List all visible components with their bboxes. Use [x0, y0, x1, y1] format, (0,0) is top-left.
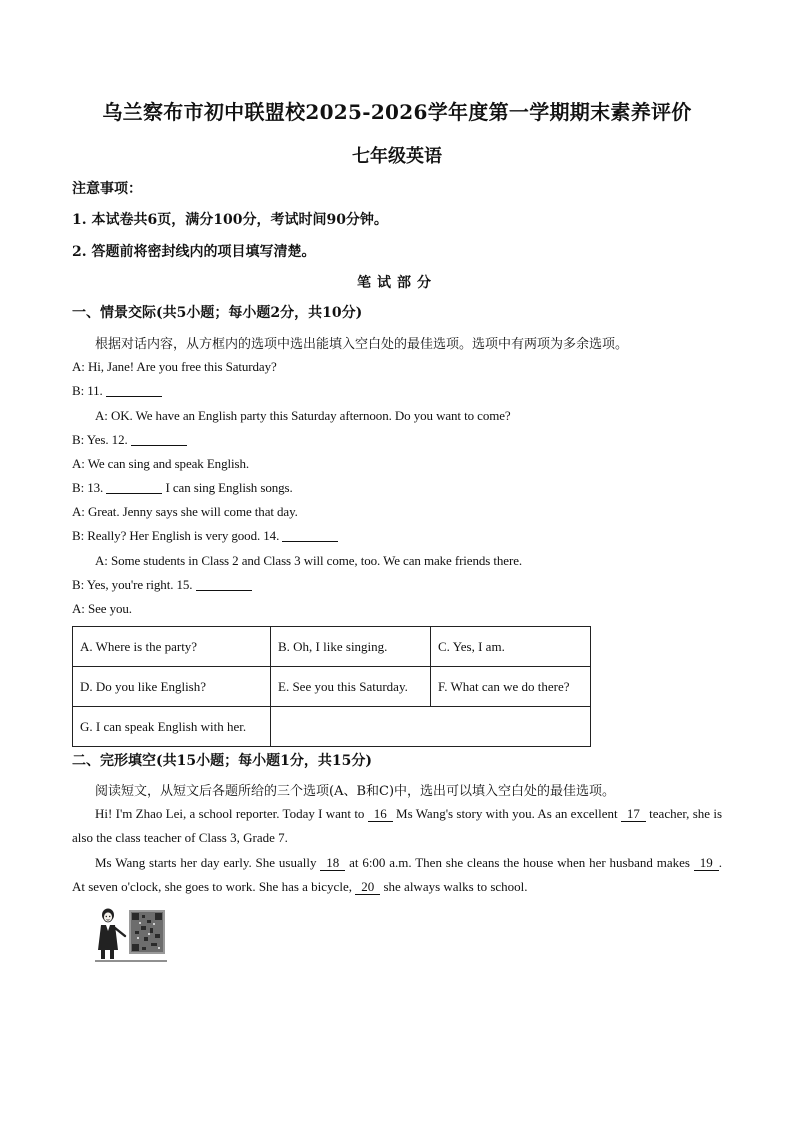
answer-blank-12[interactable]	[131, 433, 187, 446]
answer-blank-11[interactable]	[106, 384, 162, 397]
passage-paragraph-1: Hi! I'm Zhao Lei, a school reporter. Today I want to 16 Ms Wang's story with you. As an excellent 17 teacher, she is also the class teacher of Class 3, Grade 7.	[72, 806, 723, 845]
section2-instruction: 阅读短文，从短文后各题所给的三个选项(A、B和C)中，选出可以填入空白处的最佳选项。	[95, 784, 616, 799]
part-title: 笔试部分	[357, 275, 437, 291]
cloze-blank-17[interactable]: 17	[621, 807, 646, 822]
cloze-blank-20[interactable]: 20	[355, 880, 380, 895]
option-f: F. What can we do there?	[431, 667, 591, 707]
notes-item-2: 2. 答题前将密封线内的项目填写清楚。	[72, 244, 316, 260]
section2-heading: 二、完形填空(共15小题；每小题1分，共15分)	[72, 753, 372, 769]
dialogue-line: A: Great. Jenny says she will come that day.	[72, 504, 298, 519]
section1-instruction: 根据对话内容，从方框内的选项中选出能填入空白处的最佳选项。选项中有两项为多余选项。	[95, 337, 629, 352]
dialogue-line: A: Some students in Class 2 and Class 3 will come, too. We can make friends there.	[95, 553, 523, 568]
option-d: D. Do you like English?	[73, 667, 271, 707]
dialogue-line: B: 11.	[72, 383, 162, 399]
options-table	[72, 626, 591, 747]
notes-item-1: 1. 本试卷共6页，满分100分，考试时间90分钟。	[72, 212, 388, 228]
dialogue-line: B: Yes, you're right. 15.	[72, 577, 252, 593]
teacher-qr-icon	[95, 906, 167, 962]
answer-blank-14[interactable]	[282, 529, 338, 542]
passage-paragraph-2: Ms Wang starts her day early. She usually 18 at 6:00 a.m. Then she cleans the house when her husband makes 19 . At seven o'clock, she goes to work. She has a bicycle, 20 she always walks to school.	[72, 855, 722, 894]
page-subtitle: 七年级英语	[352, 146, 442, 167]
cloze-blank-18[interactable]: 18	[320, 856, 345, 871]
dialogue-line: A: See you.	[72, 601, 132, 616]
dialogue-line: B: Yes. 12.	[72, 432, 187, 448]
cloze-blank-16[interactable]: 16	[368, 807, 393, 822]
option-a: A. Where is the party?	[73, 627, 271, 667]
dialogue-line: A: OK. We have an English party this Saturday afternoon. Do you want to come?	[95, 408, 511, 423]
option-b: B. Oh, I like singing.	[271, 627, 431, 667]
cloze-blank-19[interactable]: 19	[694, 856, 719, 871]
option-g: G. I can speak English with her.	[73, 707, 271, 747]
dialogue-line: A: Hi, Jane! Are you free this Saturday?	[72, 359, 277, 374]
page-title: 乌兰察布市初中联盟校2025-2026学年度第一学期期末素养评价	[102, 100, 692, 124]
dialogue-line: A: We can sing and speak English.	[72, 456, 250, 471]
dialogue-line: B: 13. I can sing English songs.	[72, 480, 293, 495]
option-empty-cell	[271, 707, 591, 747]
dialogue-line: B: Really? Her English is very good. 14.	[72, 528, 338, 544]
option-c: C. Yes, I am.	[431, 627, 591, 667]
section1-heading: 一、情景交际(共5小题；每小题2分，共10分)	[72, 305, 363, 321]
option-e: E. See you this Saturday.	[271, 667, 431, 707]
answer-blank-13[interactable]	[106, 481, 162, 494]
notes-heading: 注意事项：	[72, 181, 142, 197]
answer-blank-15[interactable]	[196, 578, 252, 591]
